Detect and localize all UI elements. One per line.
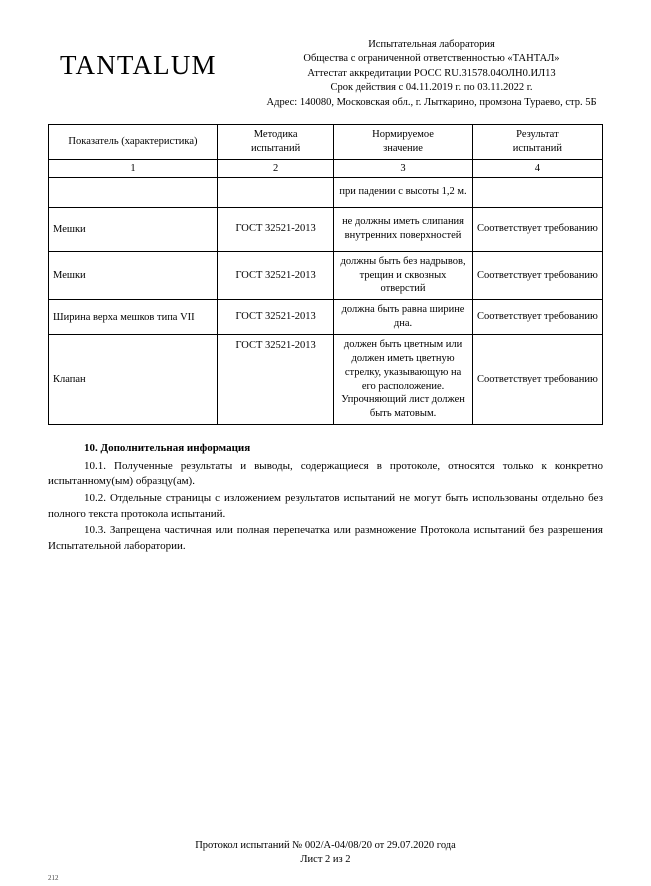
section-paragraph-3: 10.3. Запрещена частичная или полная перепечатка или размножение Протокола испытаний без разрешения Испытательной лаборатории. — [48, 524, 603, 552]
cell-method: ГОСТ 32521-2013 — [217, 300, 333, 335]
cell-result: Соответствует требованию — [472, 207, 602, 251]
column-header-norm — [334, 125, 473, 159]
cell-result: Соответствует требованию — [472, 251, 602, 300]
table-row — [49, 335, 603, 425]
cell-indicator: Мешки — [49, 251, 218, 300]
column-number-2: 2 — [217, 159, 333, 177]
cell-method: ГОСТ 32521-2013 — [217, 335, 333, 425]
column-header-norm-text: Нормируемое — [372, 129, 434, 141]
cell-result: Соответствует требованию — [472, 300, 602, 335]
document-footer — [0, 839, 651, 868]
lab-identification-block — [260, 36, 603, 110]
cell-indicator — [49, 177, 218, 207]
cell-method: ГОСТ 32521-2013 — [217, 207, 333, 251]
accreditation-certificate-line: Аттестат аккредитации РОСС RU.31578.04ОЛН0.ИЛ13 — [307, 67, 556, 79]
company-logo: TANTALUM — [60, 50, 217, 80]
column-header-indicator — [49, 125, 218, 159]
footer-sheet-line: Лист 2 из 2 — [300, 854, 351, 866]
cell-indicator: Клапан — [49, 335, 218, 425]
footer-corner-number: 212 — [48, 874, 59, 882]
table-row — [49, 300, 603, 335]
cell-method: ГОСТ 32521-2013 — [217, 251, 333, 300]
test-results-table — [48, 124, 603, 425]
table-header-row — [49, 125, 603, 159]
lab-company-line: Общества с ограниченной ответственностью «ТАНТАЛ» — [303, 53, 560, 65]
column-header-norm-text2: значение — [383, 143, 423, 155]
table-row — [49, 177, 603, 207]
table-column-numbers-row — [49, 159, 603, 177]
cell-indicator: Ширина верха мешков типа VII — [49, 300, 218, 335]
column-header-method — [217, 125, 333, 159]
cell-norm: не должны иметь слипания внутренних поверхностей — [334, 207, 473, 251]
lab-name-line: Испытательная лаборатория — [368, 39, 495, 50]
cell-indicator: Мешки — [49, 207, 218, 251]
column-header-indicator-text: Показатель (характеристика) — [68, 136, 198, 148]
cell-norm: при падении с высоты 1,2 м. — [334, 177, 473, 207]
validity-period-line: Срок действия с 04.11.2019 г. по 03.11.2022 г. — [330, 82, 533, 94]
column-header-result-text: Результат — [516, 129, 559, 141]
cell-norm: должны быть без надрывов, трещин и сквозных отверстий — [334, 251, 473, 300]
column-header-method-text2: испытаний — [251, 143, 301, 155]
section-title: 10. Дополнительная информация — [84, 442, 251, 455]
cell-result — [472, 177, 602, 207]
footer-protocol-line: Протокол испытаний № 002/А-04/08/20 от 29.07.2020 года — [195, 839, 456, 851]
section-paragraph-2: 10.2. Отдельные страницы с изложением результатов испытаний не могут быть использованы отдельно без полного текста протокола испытаний. — [48, 491, 603, 520]
column-header-method-text: Методика — [253, 129, 298, 141]
cell-result: Соответствует требованию — [472, 335, 602, 425]
column-header-result — [472, 125, 602, 159]
cell-method — [217, 177, 333, 207]
column-number-1: 1 — [49, 159, 218, 177]
column-header-result-text2: испытаний — [512, 143, 562, 155]
cell-norm: должна быть равна ширине дна. — [334, 300, 473, 335]
table-row — [49, 207, 603, 251]
section-paragraph-1: 10.1. Полученные результаты и выводы, содержащиеся в протоколе, относятся только к конкретно испытанному(ым) образцу(ам). — [48, 459, 603, 488]
document-header — [48, 36, 603, 110]
column-number-4: 4 — [472, 159, 602, 177]
column-number-3: 3 — [334, 159, 473, 177]
lab-address-line: Адрес: 140080, Московская обл., г. Лыткарино, промзона Тураево, стр. 5Б — [266, 96, 597, 108]
table-row — [49, 251, 603, 300]
additional-information-section — [48, 441, 603, 554]
cell-norm: должен быть цветным или должен иметь цветную стрелку, указывающую на его расположение. Упрочняющий лист должен быть матовым. — [334, 335, 473, 425]
